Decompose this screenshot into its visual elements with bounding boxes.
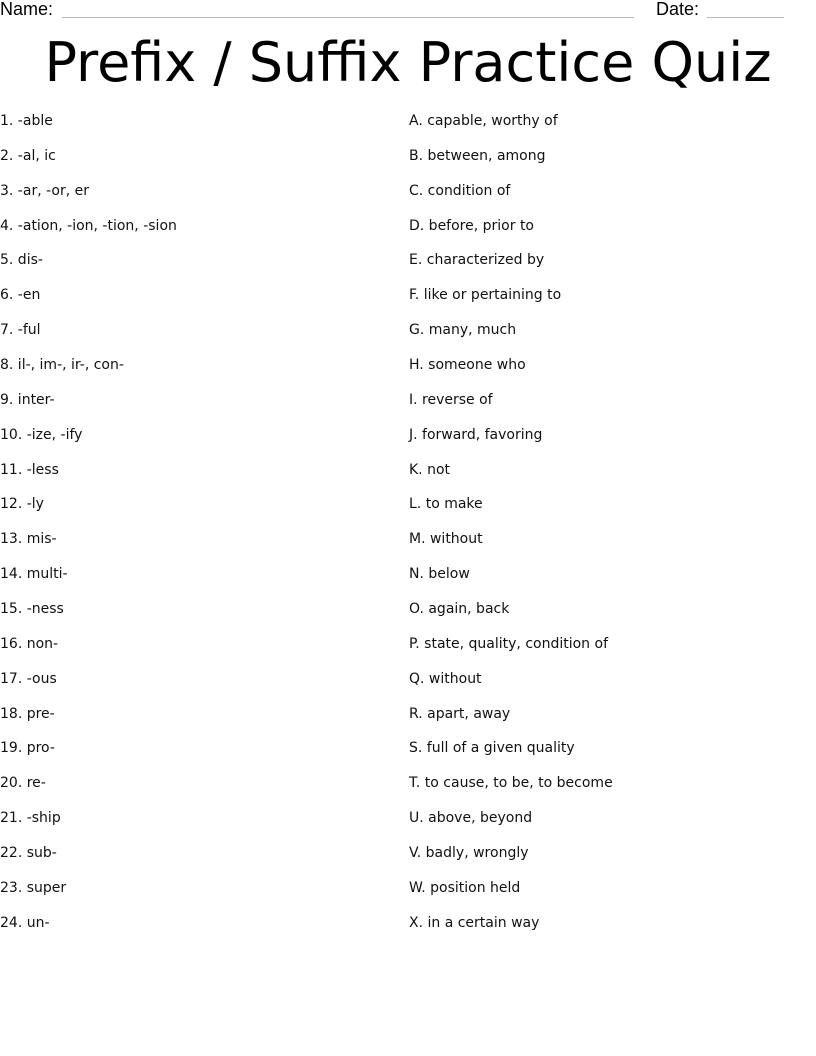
date-label: Date: bbox=[656, 0, 700, 19]
term-item: 1. -able bbox=[0, 113, 53, 129]
definition-item: O. again, back bbox=[409, 601, 510, 618]
definition-item: S. full of a given quality bbox=[409, 740, 575, 757]
term-item: 13. mis- bbox=[0, 531, 57, 548]
definition-item: T. to cause, to be, to become bbox=[409, 775, 613, 792]
term-item: 16. non- bbox=[0, 635, 59, 652]
definitions-list bbox=[409, 111, 809, 948]
term-item: 14. multi- bbox=[0, 566, 68, 583]
definition-item: C. condition of bbox=[409, 182, 511, 199]
definition-item: W. position held bbox=[409, 879, 521, 896]
term-item: 18. pre- bbox=[0, 705, 55, 722]
date-blank-line[interactable] bbox=[707, 17, 784, 18]
definition-item: J. forward, favoring bbox=[409, 426, 543, 443]
term-item: 9. inter- bbox=[0, 391, 55, 408]
term-item: 8. il-, im-, ir-, con- bbox=[0, 357, 124, 374]
definition-item: U. above, beyond bbox=[409, 810, 533, 827]
definition-item: N. below bbox=[409, 566, 470, 583]
term-item: 10. -ize, -ify bbox=[0, 426, 83, 443]
definition-item: D. before, prior to bbox=[409, 217, 534, 234]
name-label: Name: bbox=[0, 0, 54, 19]
worksheet-header bbox=[0, 0, 816, 22]
definition-item: F. like or pertaining to bbox=[409, 287, 562, 304]
term-item: 20. re- bbox=[0, 775, 46, 792]
definition-item: R. apart, away bbox=[409, 705, 511, 722]
term-item: 22. sub- bbox=[0, 845, 57, 862]
definition-item: B. between, among bbox=[409, 147, 546, 164]
definition-item: L. to make bbox=[409, 496, 483, 513]
term-item: 19. pro- bbox=[0, 740, 55, 757]
definition-item: Q. without bbox=[409, 670, 482, 687]
term-item: 11. -less bbox=[0, 461, 59, 478]
term-item: 24. un- bbox=[0, 914, 50, 931]
name-blank-line[interactable] bbox=[62, 17, 634, 18]
term-item: 21. -ship bbox=[0, 810, 61, 827]
definition-item: E. characterized by bbox=[409, 252, 545, 269]
term-item: 15. -ness bbox=[0, 601, 64, 618]
definition-item: P. state, quality, condition of bbox=[409, 635, 608, 652]
definition-item: G. many, much bbox=[409, 322, 517, 339]
term-item: 3. -ar, -or, er bbox=[0, 182, 89, 199]
term-item: 7. -ful bbox=[0, 322, 41, 339]
definition-item: A. capable, worthy of bbox=[409, 113, 558, 129]
term-item: 12. -ly bbox=[0, 496, 44, 513]
definition-item: K. not bbox=[409, 461, 451, 478]
term-item: 2. -al, ic bbox=[0, 147, 56, 164]
term-item: 23. super bbox=[0, 879, 67, 896]
definition-item: X. in a certain way bbox=[409, 914, 540, 931]
term-item: 4. -ation, -ion, -tion, -sion bbox=[0, 217, 177, 234]
definition-item: V. badly, wrongly bbox=[409, 845, 529, 862]
term-item: 17. -ous bbox=[0, 670, 57, 687]
term-item: 6. -en bbox=[0, 287, 41, 304]
terms-list bbox=[0, 111, 400, 948]
definition-item: M. without bbox=[409, 531, 483, 548]
definition-item: I. reverse of bbox=[409, 391, 493, 408]
term-item: 5. dis- bbox=[0, 252, 43, 269]
definition-item: H. someone who bbox=[409, 357, 526, 374]
page-title: Prefix / Suffix Practice Quiz bbox=[44, 31, 772, 94]
